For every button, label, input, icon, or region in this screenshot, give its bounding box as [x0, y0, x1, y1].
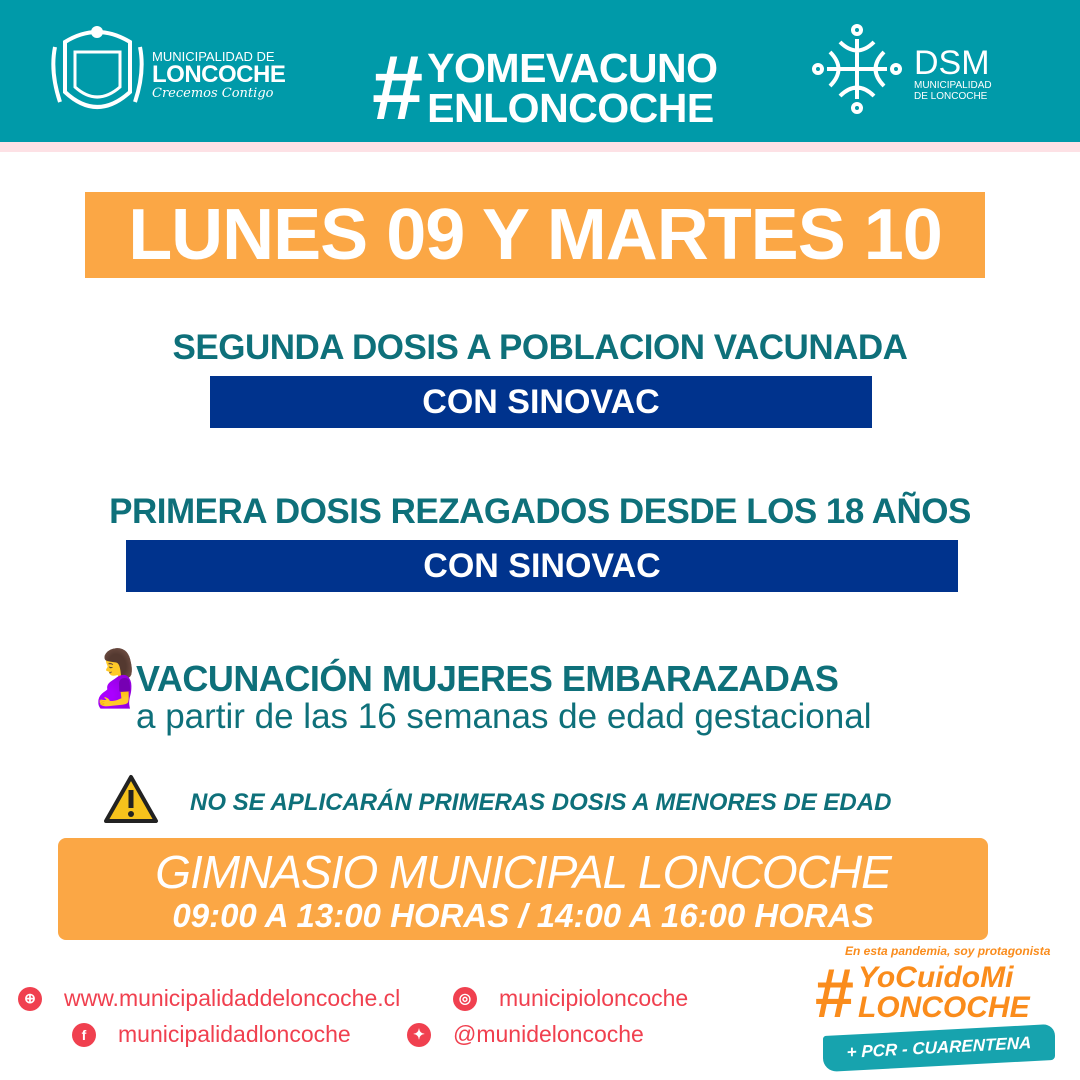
section-title-first-dose: PRIMERA DOSIS REZAGADOS DESDE LOS 18 AÑOS: [109, 492, 971, 531]
dsm-logo-icon: [812, 24, 902, 114]
header-divider: [0, 142, 1080, 152]
location-banner: GIMNASIO MUNICIPAL LONCOCHE 09:00 A 13:00 HORAS / 14:00 A 16:00 HORAS: [58, 838, 988, 940]
warning-icon: [103, 774, 159, 824]
pregnant-woman-icon: 🤰: [80, 646, 150, 709]
facebook-icon: f: [72, 1023, 96, 1047]
hashtag-title: # YOMEVACUNO ENLONCOCHE: [372, 37, 718, 139]
vaccine-label: CON SINOVAC: [210, 376, 872, 428]
campaign-logo: En esta pandemia, soy protagonista # YoCuidoMi LONCOCHE + PCR - CUARENTENA: [815, 944, 1055, 1066]
website-link[interactable]: ⊕ www.municipalidaddeloncoche.cl: [18, 985, 400, 1012]
globe-icon: ⊕: [18, 987, 42, 1011]
facebook-link[interactable]: f municipalidadloncoche: [72, 1021, 351, 1048]
instagram-link[interactable]: ◎ municipioloncoche: [453, 985, 688, 1012]
municipality-name: MUNICIPALIDAD DE LONCOCHE Crecemos Contigo: [152, 49, 286, 101]
vaccine-label: CON SINOVAC: [126, 540, 958, 592]
warning-text: NO SE APLICARÁN PRIMERAS DOSIS A MENORES DE EDAD: [190, 789, 892, 816]
pregnant-subtitle: a partir de las 16 semanas de edad gestacional: [136, 697, 872, 736]
pregnant-title: VACUNACIÓN MUJERES EMBARAZADAS: [136, 658, 839, 699]
twitter-icon: ✦: [407, 1023, 431, 1047]
twitter-link[interactable]: ✦ @munideloncoche: [407, 1021, 644, 1048]
section-title-second-dose: SEGUNDA DOSIS A POBLACION VACUNADA: [172, 328, 908, 367]
date-banner: LUNES 09 Y MARTES 10: [85, 192, 985, 278]
municipal-crest-logo: [50, 22, 145, 122]
dsm-name: DSM MUNICIPALIDAD DE LONCOCHE: [914, 44, 992, 102]
instagram-icon: ◎: [453, 987, 477, 1011]
campaign-banner: + PCR - CUARENTENA: [823, 1024, 1055, 1072]
